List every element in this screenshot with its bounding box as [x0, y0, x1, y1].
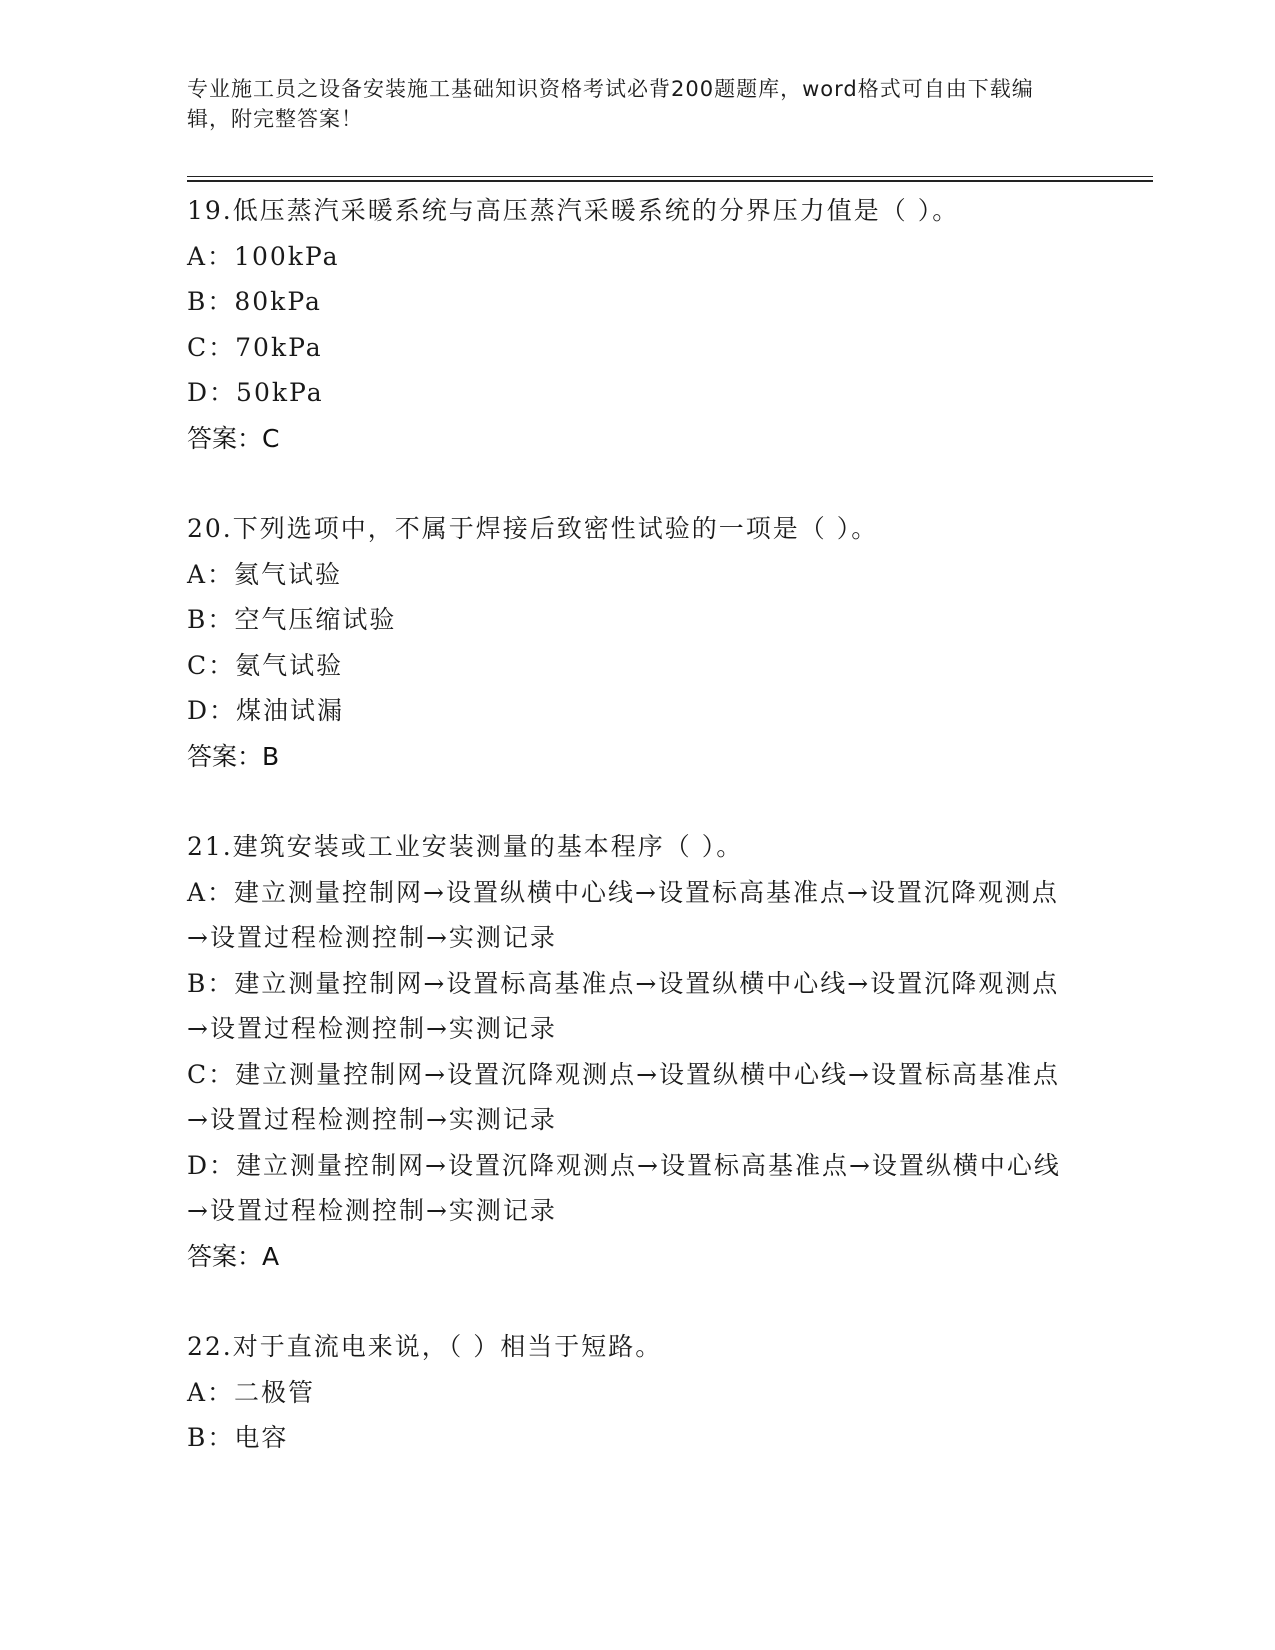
- answer-label: 答案：B: [187, 741, 280, 771]
- answer-label: 答案：C: [187, 423, 280, 453]
- option-b: B：建立测量控制网→设置标高基准点→设置纵横中心线→设置沉降观测点→设置过程检测控制→实测记录: [187, 968, 1060, 1043]
- question-list: [187, 188, 1077, 1506]
- option-b: B：80kPa: [187, 287, 322, 316]
- option-a: A：氦气试验: [187, 559, 343, 589]
- question-22: [187, 1324, 1077, 1461]
- question-stem: 21.建筑安装或工业安装测量的基本程序（ ）。: [187, 832, 744, 861]
- option-a: A：二极管: [187, 1377, 316, 1407]
- question-stem: 22.对于直流电来说，（ ）相当于短路。: [187, 1332, 663, 1361]
- option-b: B：电容: [187, 1423, 289, 1452]
- answer-label: 答案：A: [187, 1241, 280, 1271]
- question-20: [187, 506, 1077, 779]
- header-divider-thin: [187, 176, 1153, 177]
- option-c: C：氨气试验: [187, 650, 344, 680]
- option-d: D：煤油试漏: [187, 696, 345, 725]
- question-stem: 19.低压蒸汽采暖系统与高压蒸汽采暖系统的分界压力值是（ ）。: [187, 196, 960, 225]
- option-c: C：70kPa: [187, 332, 323, 362]
- option-c: C：建立测量控制网→设置沉降观测点→设置纵横中心线→设置标高基准点→设置过程检测控制→实测记录: [187, 1059, 1060, 1134]
- question-21: [187, 824, 1077, 1279]
- question-19: [187, 188, 1077, 461]
- option-a: A：建立测量控制网→设置纵横中心线→设置标高基准点→设置沉降观测点→设置过程检测控制→实测记录: [187, 877, 1059, 952]
- option-a: A：100kPa: [187, 241, 340, 271]
- document-header: 专业施工员之设备安装施工基础知识资格考试必背200题题库，word格式可自由下载编辑，附完整答案！: [187, 77, 1034, 131]
- option-d: D：建立测量控制网→设置沉降观测点→设置标高基准点→设置纵横中心线→设置过程检测控制→实测记录: [187, 1150, 1061, 1225]
- question-stem: 20.下列选项中，不属于焊接后致密性试验的一项是（ ）。: [187, 514, 879, 543]
- option-d: D：50kPa: [187, 378, 324, 407]
- header-divider-thick: [187, 180, 1153, 182]
- option-b: B：空气压缩试验: [187, 605, 397, 634]
